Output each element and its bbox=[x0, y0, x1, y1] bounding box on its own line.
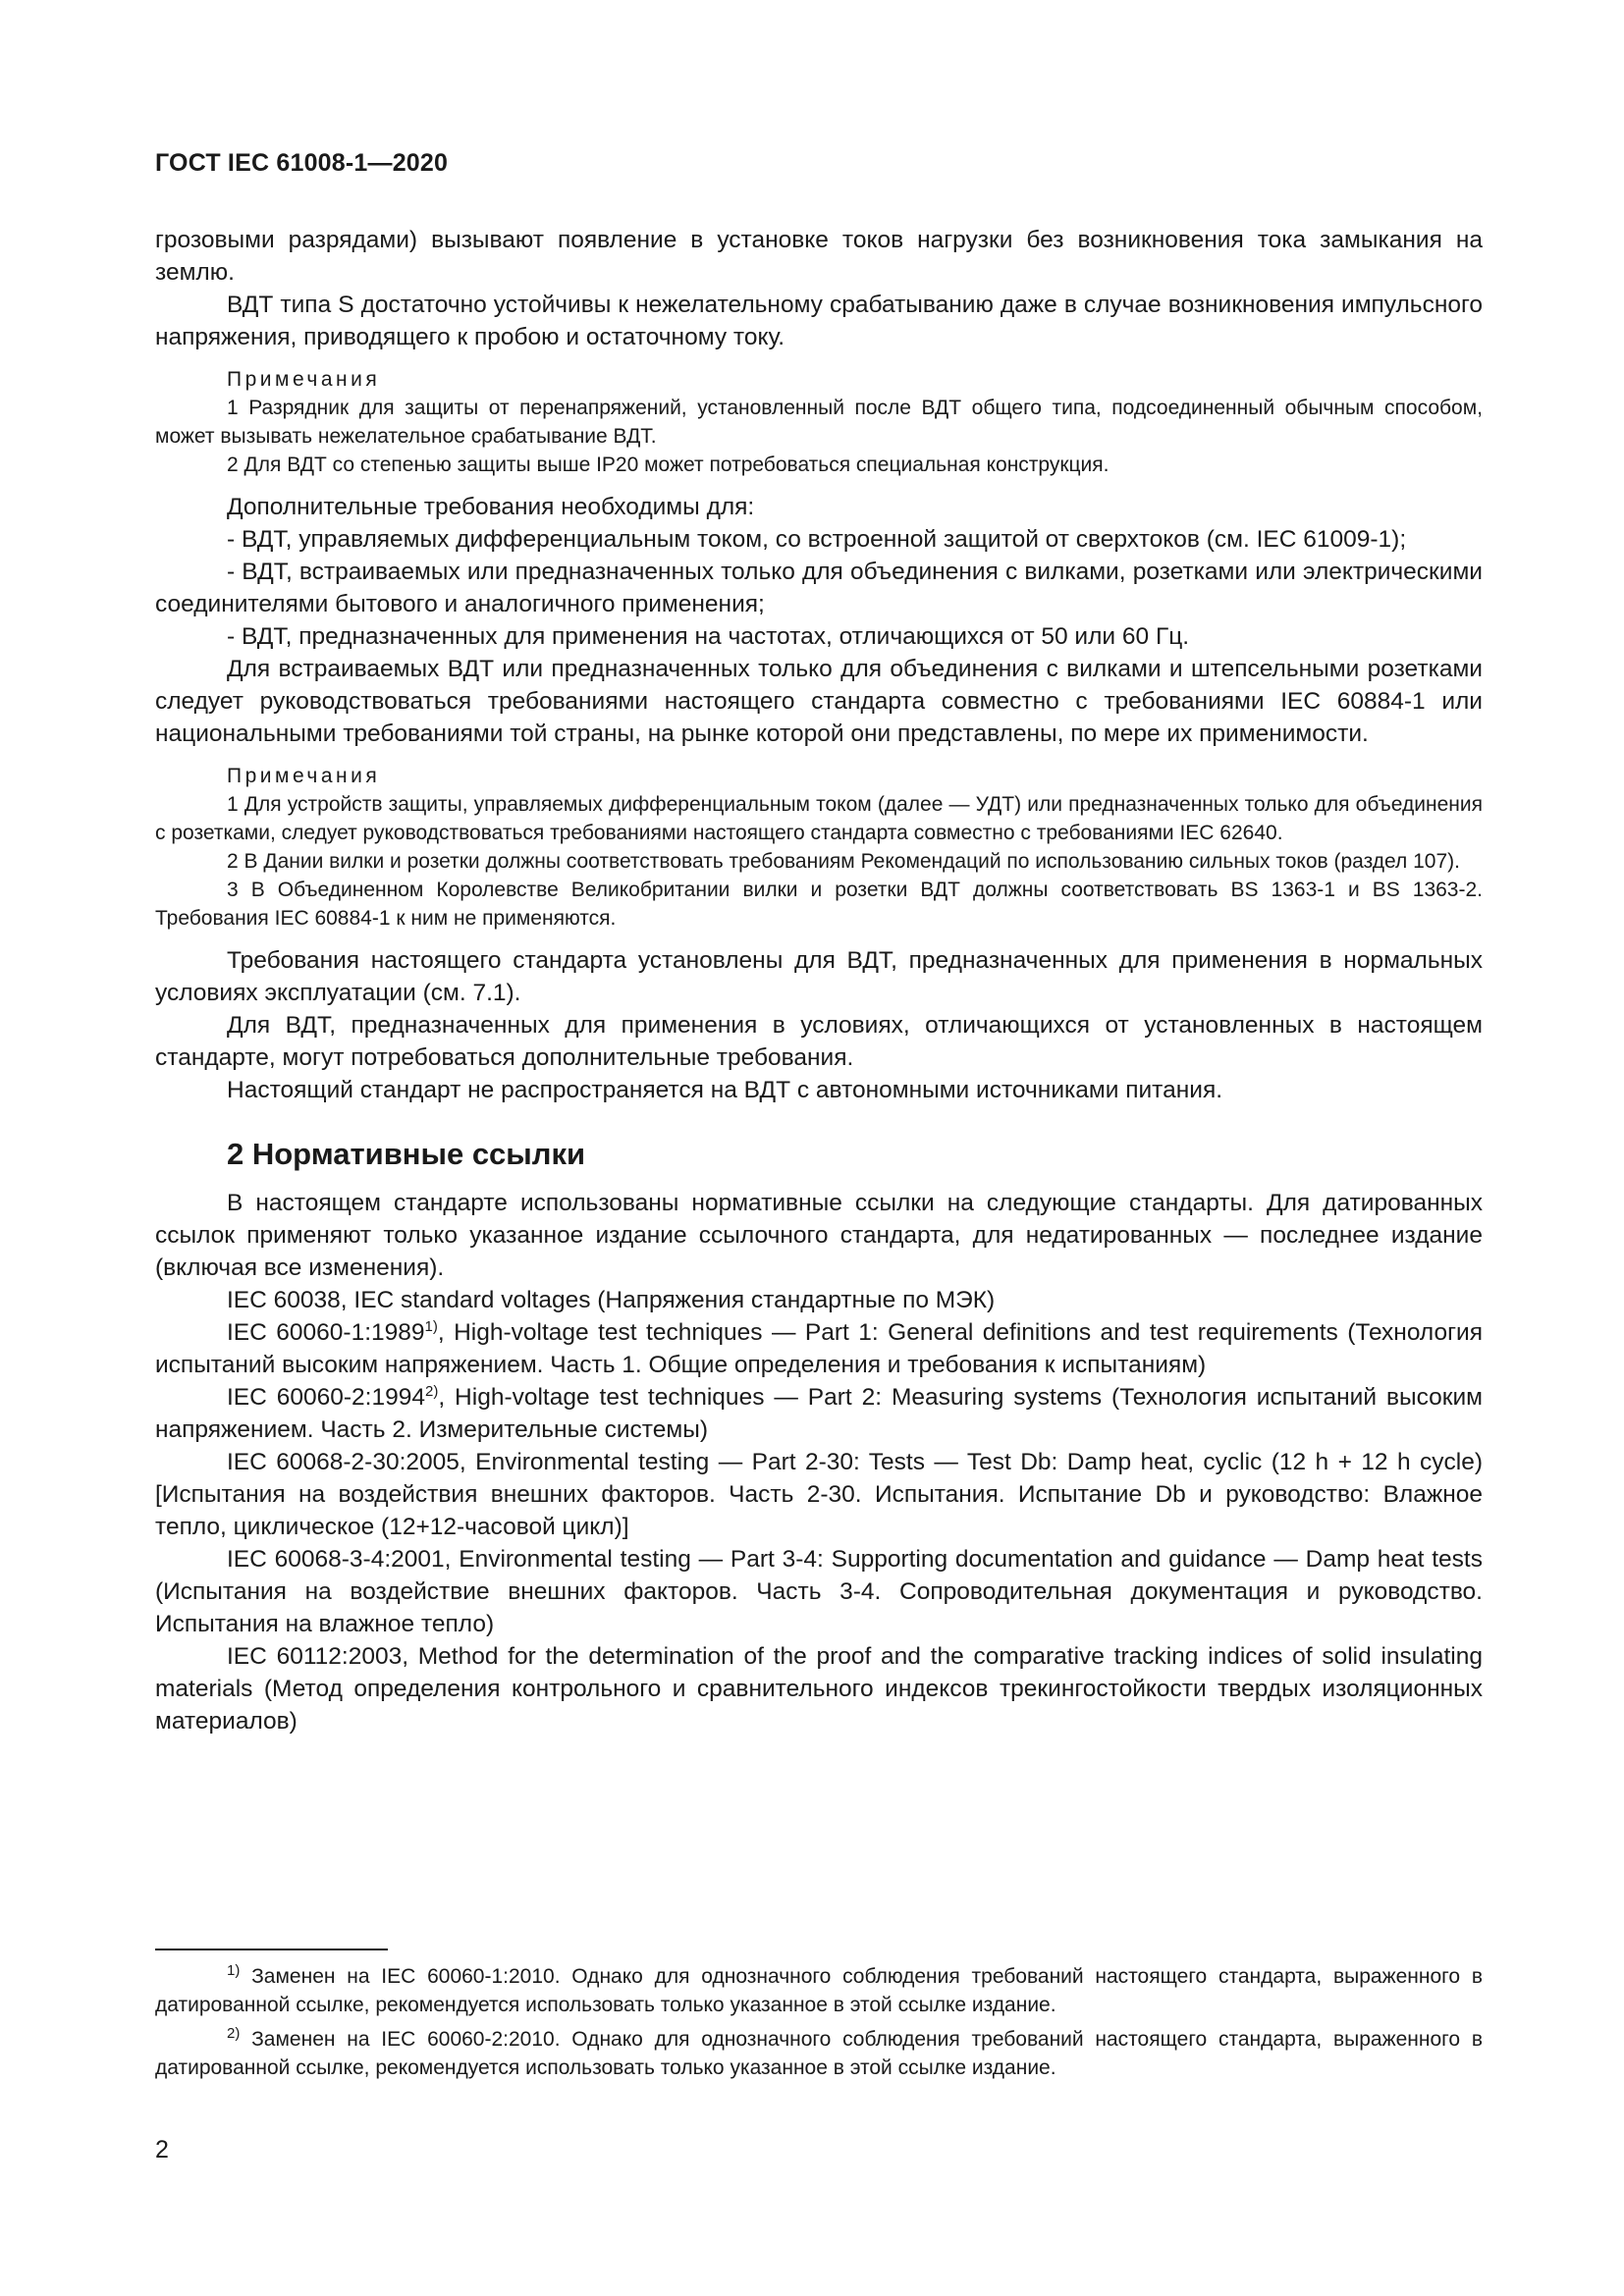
paragraph: В настоящем стандарте использованы нормативные ссылки на следующие стандарты. Для датированных ссылок применяют только указанное издание ссылочного стандарта, для недатированных — последнее издание (включая все изменения). bbox=[155, 1190, 1483, 1281]
reference-title: , High-voltage test techniques — Part 1: General definitions and test requirements (Технология испытаний высоким напряжением. Часть 1. Общие определения и требования к испытаниям) bbox=[155, 1319, 1483, 1378]
note-item: 1 Разрядник для защиты от перенапряжений, установленный после ВДТ общего типа, подсоединенный обычным способом, может вызывать нежелательное срабатывание ВДТ. bbox=[155, 397, 1483, 448]
paragraph: Настоящий стандарт не распространяется на ВДТ с автономными источниками питания. bbox=[227, 1077, 1223, 1103]
reference-item bbox=[155, 1316, 1483, 1381]
list-item: - ВДТ, предназначенных для применения на частотах, отличающихся от 50 или 60 Гц. bbox=[227, 623, 1190, 650]
reference-title: , High-voltage test techniques — Part 2: Measuring systems (Технология испытаний высоким напряжением. Часть 2. Измерительные системы) bbox=[155, 1384, 1483, 1443]
footnote-marker: 1) bbox=[227, 1962, 241, 1979]
reference-item: IEC 60068-3-4:2001, Environmental testing — Part 3-4: Supporting documentation and guidance — Damp heat tests (Испытания на воздействие внешних факторов. Часть 3-4. Сопроводительная документация и руководство. Испытания на влажное тепло) bbox=[155, 1546, 1483, 1637]
footnote-marker: 1) bbox=[424, 1317, 438, 1335]
note-item: 1 Для устройств защиты, управляемых дифференциальным током (далее — УДТ) или предназначенных только для объединения с розетками, следует руководствоваться требованиями настоящего стандарта совместно с требованиями IEC 62640. bbox=[155, 793, 1483, 844]
reference-code: IEC 60060-2:1994 bbox=[227, 1384, 425, 1411]
reference-item: IEC 60068-2-30:2005, Environmental testing — Part 2-30: Tests — Test Db: Damp heat, cyclic (12 h + 12 h cycle) [Испытания на воздействия внешних факторов. Часть 2-30. Испытания. Испытание Db и руководство: Влажное тепло, циклическое (12+12-часовой цикл)] bbox=[155, 1449, 1483, 1540]
paragraph: грозовыми разрядами) вызывают появление в установке токов нагрузки без возникновения тока замыкания на землю. bbox=[155, 227, 1483, 286]
notes-title: Примечания bbox=[227, 765, 381, 787]
page-number: 2 bbox=[155, 2136, 169, 2163]
note-item: 2 В Дании вилки и розетки должны соответствовать требованиям Рекомендаций по использованию сильных токов (раздел 107). bbox=[227, 850, 1460, 873]
paragraph: Дополнительные требования необходимы для: bbox=[227, 494, 755, 520]
paragraph: Для ВДТ, предназначенных для применения в условиях, отличающихся от установленных в настоящем стандарте, могут потребоваться дополнительные требования. bbox=[155, 1012, 1483, 1071]
notes-title: Примечания bbox=[227, 368, 381, 391]
footnote-text: Заменен на IEC 60060-1:2010. Однако для однозначного соблюдения требований настоящего стандарта, выраженного в датированной ссылке, рекомендуется использовать только указанное в этой ссылке издание. bbox=[155, 1965, 1483, 2016]
notes-block bbox=[155, 762, 1483, 933]
note-item: 3 В Объединенном Королевстве Великобритании вилки и розетки ВДТ должны соответствовать BS 1363-1 и BS 1363-2. Требования IEC 60884-1 к ним не применяются. bbox=[155, 879, 1483, 930]
footnotes bbox=[155, 1949, 1483, 2088]
reference-item: IEC 60038, IEC standard voltages (Напряжения стандартные по МЭК) bbox=[227, 1287, 996, 1313]
paragraph: Для встраиваемых ВДТ или предназначенных только для объединения с вилками и штепсельными розетками следует руководствоваться требованиями настоящего стандарта совместно с требованиями IEC 60884-1 или национальными требованиями той страны, на рынке которой они представлены, по мере их применимости. bbox=[155, 656, 1483, 747]
reference-item: IEC 60112:2003, Method for the determination of the proof and the comparative tracking indices of solid insulating materials (Метод определения контрольного и сравнительного индексов трекингостойкости твердых изоляционных материалов) bbox=[155, 1643, 1483, 1735]
footnote-marker: 2) bbox=[424, 1382, 439, 1400]
footnote bbox=[155, 2025, 1483, 2082]
list-item: - ВДТ, встраиваемых или предназначенных только для объединения с вилками, розетками или электрическими соединителями бытового и аналогичного применения; bbox=[155, 559, 1483, 617]
notes-block bbox=[155, 365, 1483, 479]
body-text bbox=[155, 224, 1483, 1737]
paragraph: Требования настоящего стандарта установлены для ВДТ, предназначенных для применения в нормальных условиях эксплуатации (см. 7.1). bbox=[155, 947, 1483, 1006]
reference-code: IEC 60060-1:1989 bbox=[227, 1319, 425, 1346]
footnote-divider bbox=[155, 1949, 388, 1950]
footnote-text: Заменен на IEC 60060-2:2010. Однако для однозначного соблюдения требований настоящего стандарта, выраженного в датированной ссылке, рекомендуется использовать только указанное в этой ссылке издание. bbox=[155, 2028, 1483, 2079]
note-item: 2 Для ВДТ со степенью защиты выше IP20 может потребоваться специальная конструкция. bbox=[227, 454, 1110, 476]
reference-item bbox=[155, 1381, 1483, 1446]
document-header: ГОСТ IEC 61008-1—2020 bbox=[155, 149, 449, 177]
paragraph: ВДТ типа S достаточно устойчивы к нежелательному срабатыванию даже в случае возникновения импульсного напряжения, приводящего к пробою и остаточному току. bbox=[155, 292, 1483, 350]
section-heading: 2 Нормативные ссылки bbox=[227, 1137, 586, 1171]
list-item: - ВДТ, управляемых дифференциальным током, со встроенной защитой от сверхтоков (см. IEC 61009-1); bbox=[227, 526, 1407, 553]
footnote-marker: 2) bbox=[227, 2025, 241, 2042]
footnote bbox=[155, 1962, 1483, 2019]
